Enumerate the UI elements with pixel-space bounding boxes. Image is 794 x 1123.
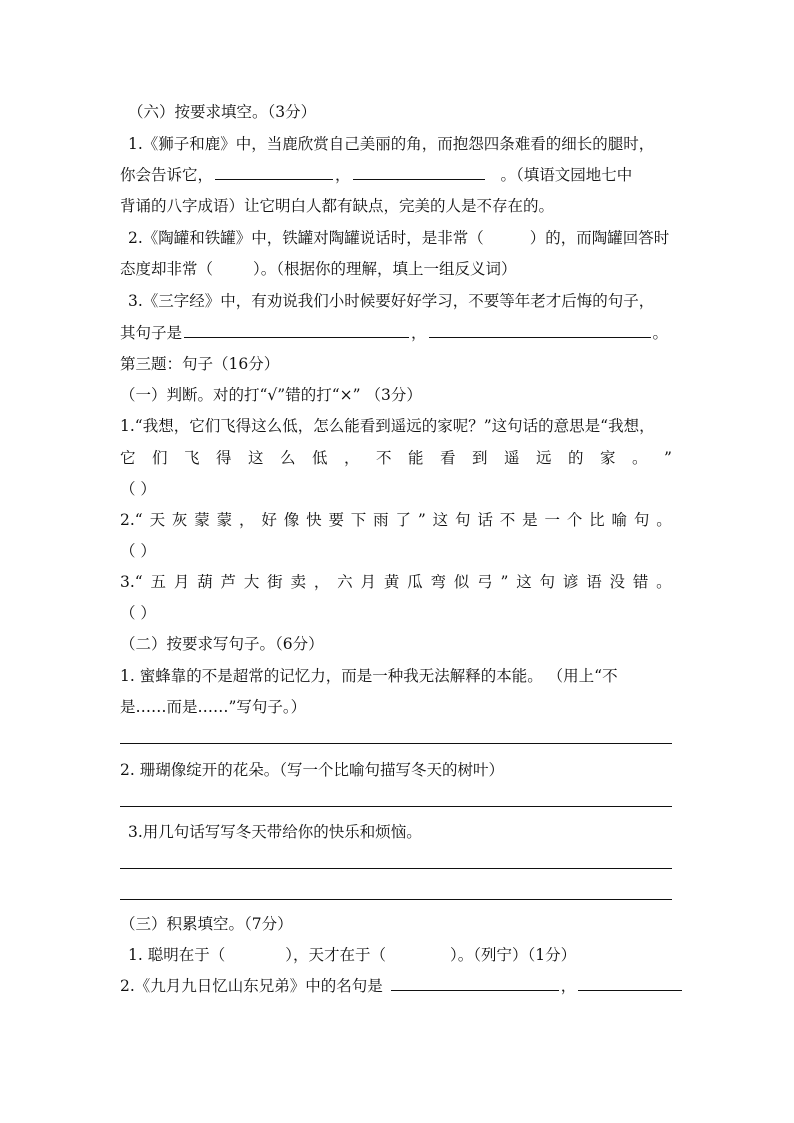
- justified-char: 。: [632, 449, 648, 467]
- justified-char: 到: [472, 449, 488, 467]
- q6-2-line-2: 态度却非常（ ）。（根据你的理解，填上一组反义词）: [120, 260, 517, 278]
- justified-char: 3.“: [120, 573, 143, 591]
- justified-char: 的: [568, 449, 584, 467]
- justified-char: 飞: [184, 449, 200, 467]
- judge-q2-answer[interactable]: （ ）: [120, 542, 156, 560]
- justified-char: ，: [313, 573, 330, 591]
- justified-char: 喻: [611, 511, 628, 529]
- write-q3-answer-line-2[interactable]: [120, 899, 672, 900]
- justified-char: 句: [633, 511, 650, 529]
- write-q1-line-1: 1. 蜜蜂靠的不是超常的记忆力，而是一种我无法解释的本能。 （用上“不: [120, 667, 618, 685]
- justified-char: 低: [312, 449, 328, 467]
- write-q1-line-2: 是……而是……”写句子。）: [120, 698, 307, 716]
- q6-1-line-1: 1.《狮子和鹿》中，当鹿欣赏自己美丽的角，而抱怨四条难看的细长的腿时，: [128, 135, 655, 153]
- write-q2-line: 2. 珊瑚像绽开的花朵。（写一个比喻句描写冬天的树叶）: [120, 761, 504, 779]
- justified-char: 好: [261, 511, 277, 529]
- write-q3-answer-line-1[interactable]: [120, 868, 672, 869]
- justified-char: 卖: [290, 573, 307, 591]
- judge-q2-line-1: [120, 510, 672, 530]
- justified-char: ”: [500, 573, 509, 591]
- justified-char: 这: [516, 573, 532, 591]
- justified-char: 天: [149, 511, 166, 529]
- judge-q1-line-1: 1.“我想，它们飞得这么低，怎么能看到遥远的家呢？”这句话的意思是“我想，: [120, 417, 655, 435]
- justified-char: 句: [455, 511, 471, 529]
- justified-char: 要: [328, 511, 344, 529]
- q6-1-line-2: 你会告诉它， ， 。（填语文园地七中: [120, 166, 633, 184]
- justified-char: 这: [248, 449, 264, 467]
- justified-char: 黄: [383, 573, 400, 591]
- judge-q1-answer[interactable]: （ ）: [120, 480, 156, 498]
- justified-char: 是: [522, 511, 538, 529]
- justified-char: 么: [280, 449, 296, 467]
- justified-char: 五: [150, 573, 167, 591]
- write-q3-line: 3.用几句话写写冬天带给你的快乐和烦恼。: [128, 823, 422, 841]
- justified-char: 这: [432, 511, 449, 529]
- justified-char: 。: [656, 511, 672, 529]
- justified-char: 像: [283, 511, 300, 529]
- answer-blank[interactable]: [184, 323, 409, 338]
- justified-char: 话: [477, 511, 493, 529]
- part-3-title: 第三题：句子（16分）: [120, 355, 280, 373]
- answer-blank[interactable]: [391, 976, 559, 991]
- justified-char: 快: [306, 511, 322, 529]
- justified-char: ，: [344, 449, 360, 467]
- answer-blank[interactable]: [353, 165, 485, 180]
- justified-char: 月: [173, 573, 190, 591]
- judge-q3-answer[interactable]: （ ）: [120, 604, 156, 622]
- justified-char: 蒙: [216, 511, 233, 529]
- justified-char: 葫: [197, 573, 213, 591]
- justified-char: 月: [360, 573, 376, 591]
- justified-char: ，: [239, 511, 255, 529]
- judge-title: （一）判断。对的打“√”错的打“×” （3分）: [120, 386, 422, 404]
- write-q2-answer-line[interactable]: [120, 806, 672, 807]
- judge-q3-line-1: [120, 572, 672, 592]
- judge-q1-line-2: [120, 448, 672, 468]
- justified-char: 下: [350, 511, 367, 529]
- justified-char: 得: [216, 449, 232, 467]
- justified-char: 家: [600, 449, 616, 467]
- justified-char: 它: [120, 449, 136, 467]
- write-q1-answer-line[interactable]: [120, 743, 672, 744]
- justified-char: 六: [337, 573, 353, 591]
- accum-title: （三）积累填空。（7分）: [120, 915, 293, 933]
- answer-blank[interactable]: [215, 165, 333, 180]
- answer-blank[interactable]: [429, 323, 651, 338]
- justified-char: 能: [408, 449, 424, 467]
- justified-char: 芦: [220, 573, 237, 591]
- justified-char: 比: [589, 511, 605, 529]
- justified-char: 句: [539, 573, 556, 591]
- accum-q1-line: 1. 聪明在于（ ），天才在于（ ）。（列宁）（1分）: [128, 946, 577, 964]
- justified-char: 弯: [430, 573, 446, 591]
- justified-char: 似: [453, 573, 470, 591]
- q6-1-line-3: 背诵的八字成语）让它明白人都有缺点，完美的人是不存在的。: [120, 197, 555, 215]
- justified-char: 看: [440, 449, 456, 467]
- justified-char: ”: [417, 511, 426, 529]
- justified-char: 一: [544, 511, 560, 529]
- answer-blank[interactable]: [578, 976, 682, 991]
- q6-2-line-1: 2.《陶罐和铁罐》中，铁罐对陶罐说话时，是非常（ ）的，而陶罐回答时: [128, 229, 670, 247]
- justified-char: 蒙: [194, 511, 210, 529]
- justified-char: 不: [499, 511, 516, 529]
- q6-3-line-1: 3.《三字经》中，有劝说我们小时候要好好学习，不要等年老才后悔的句子，: [128, 292, 655, 310]
- justified-char: ”: [664, 449, 672, 467]
- justified-char: 远: [536, 449, 552, 467]
- justified-char: 不: [376, 449, 392, 467]
- justified-char: 谚: [562, 573, 579, 591]
- justified-char: 雨: [373, 511, 389, 529]
- justified-char: 了: [395, 511, 412, 529]
- justified-char: 灰: [171, 511, 188, 529]
- justified-char: 没: [609, 573, 626, 591]
- section-6-title: （六）按要求填空。（3分）: [128, 103, 317, 121]
- justified-char: 遥: [504, 449, 520, 467]
- justified-char: 错: [632, 573, 649, 591]
- justified-char: 瓜: [407, 573, 423, 591]
- justified-char: 。: [656, 573, 672, 591]
- justified-char: 个: [566, 511, 583, 529]
- justified-char: 大: [243, 573, 260, 591]
- accum-q2-line: 2.《九月九日忆山东兄弟》中的名句是 ，: [120, 976, 684, 996]
- justified-char: 街: [267, 573, 283, 591]
- justified-char: 2.“: [120, 511, 143, 529]
- justified-char: 语: [586, 573, 602, 591]
- justified-char: 们: [152, 449, 168, 467]
- write-title: （二）按要求写句子。（6分）: [120, 635, 324, 653]
- q6-3-line-2: 其句子是 ， 。: [120, 324, 669, 342]
- justified-char: 弓: [477, 573, 493, 591]
